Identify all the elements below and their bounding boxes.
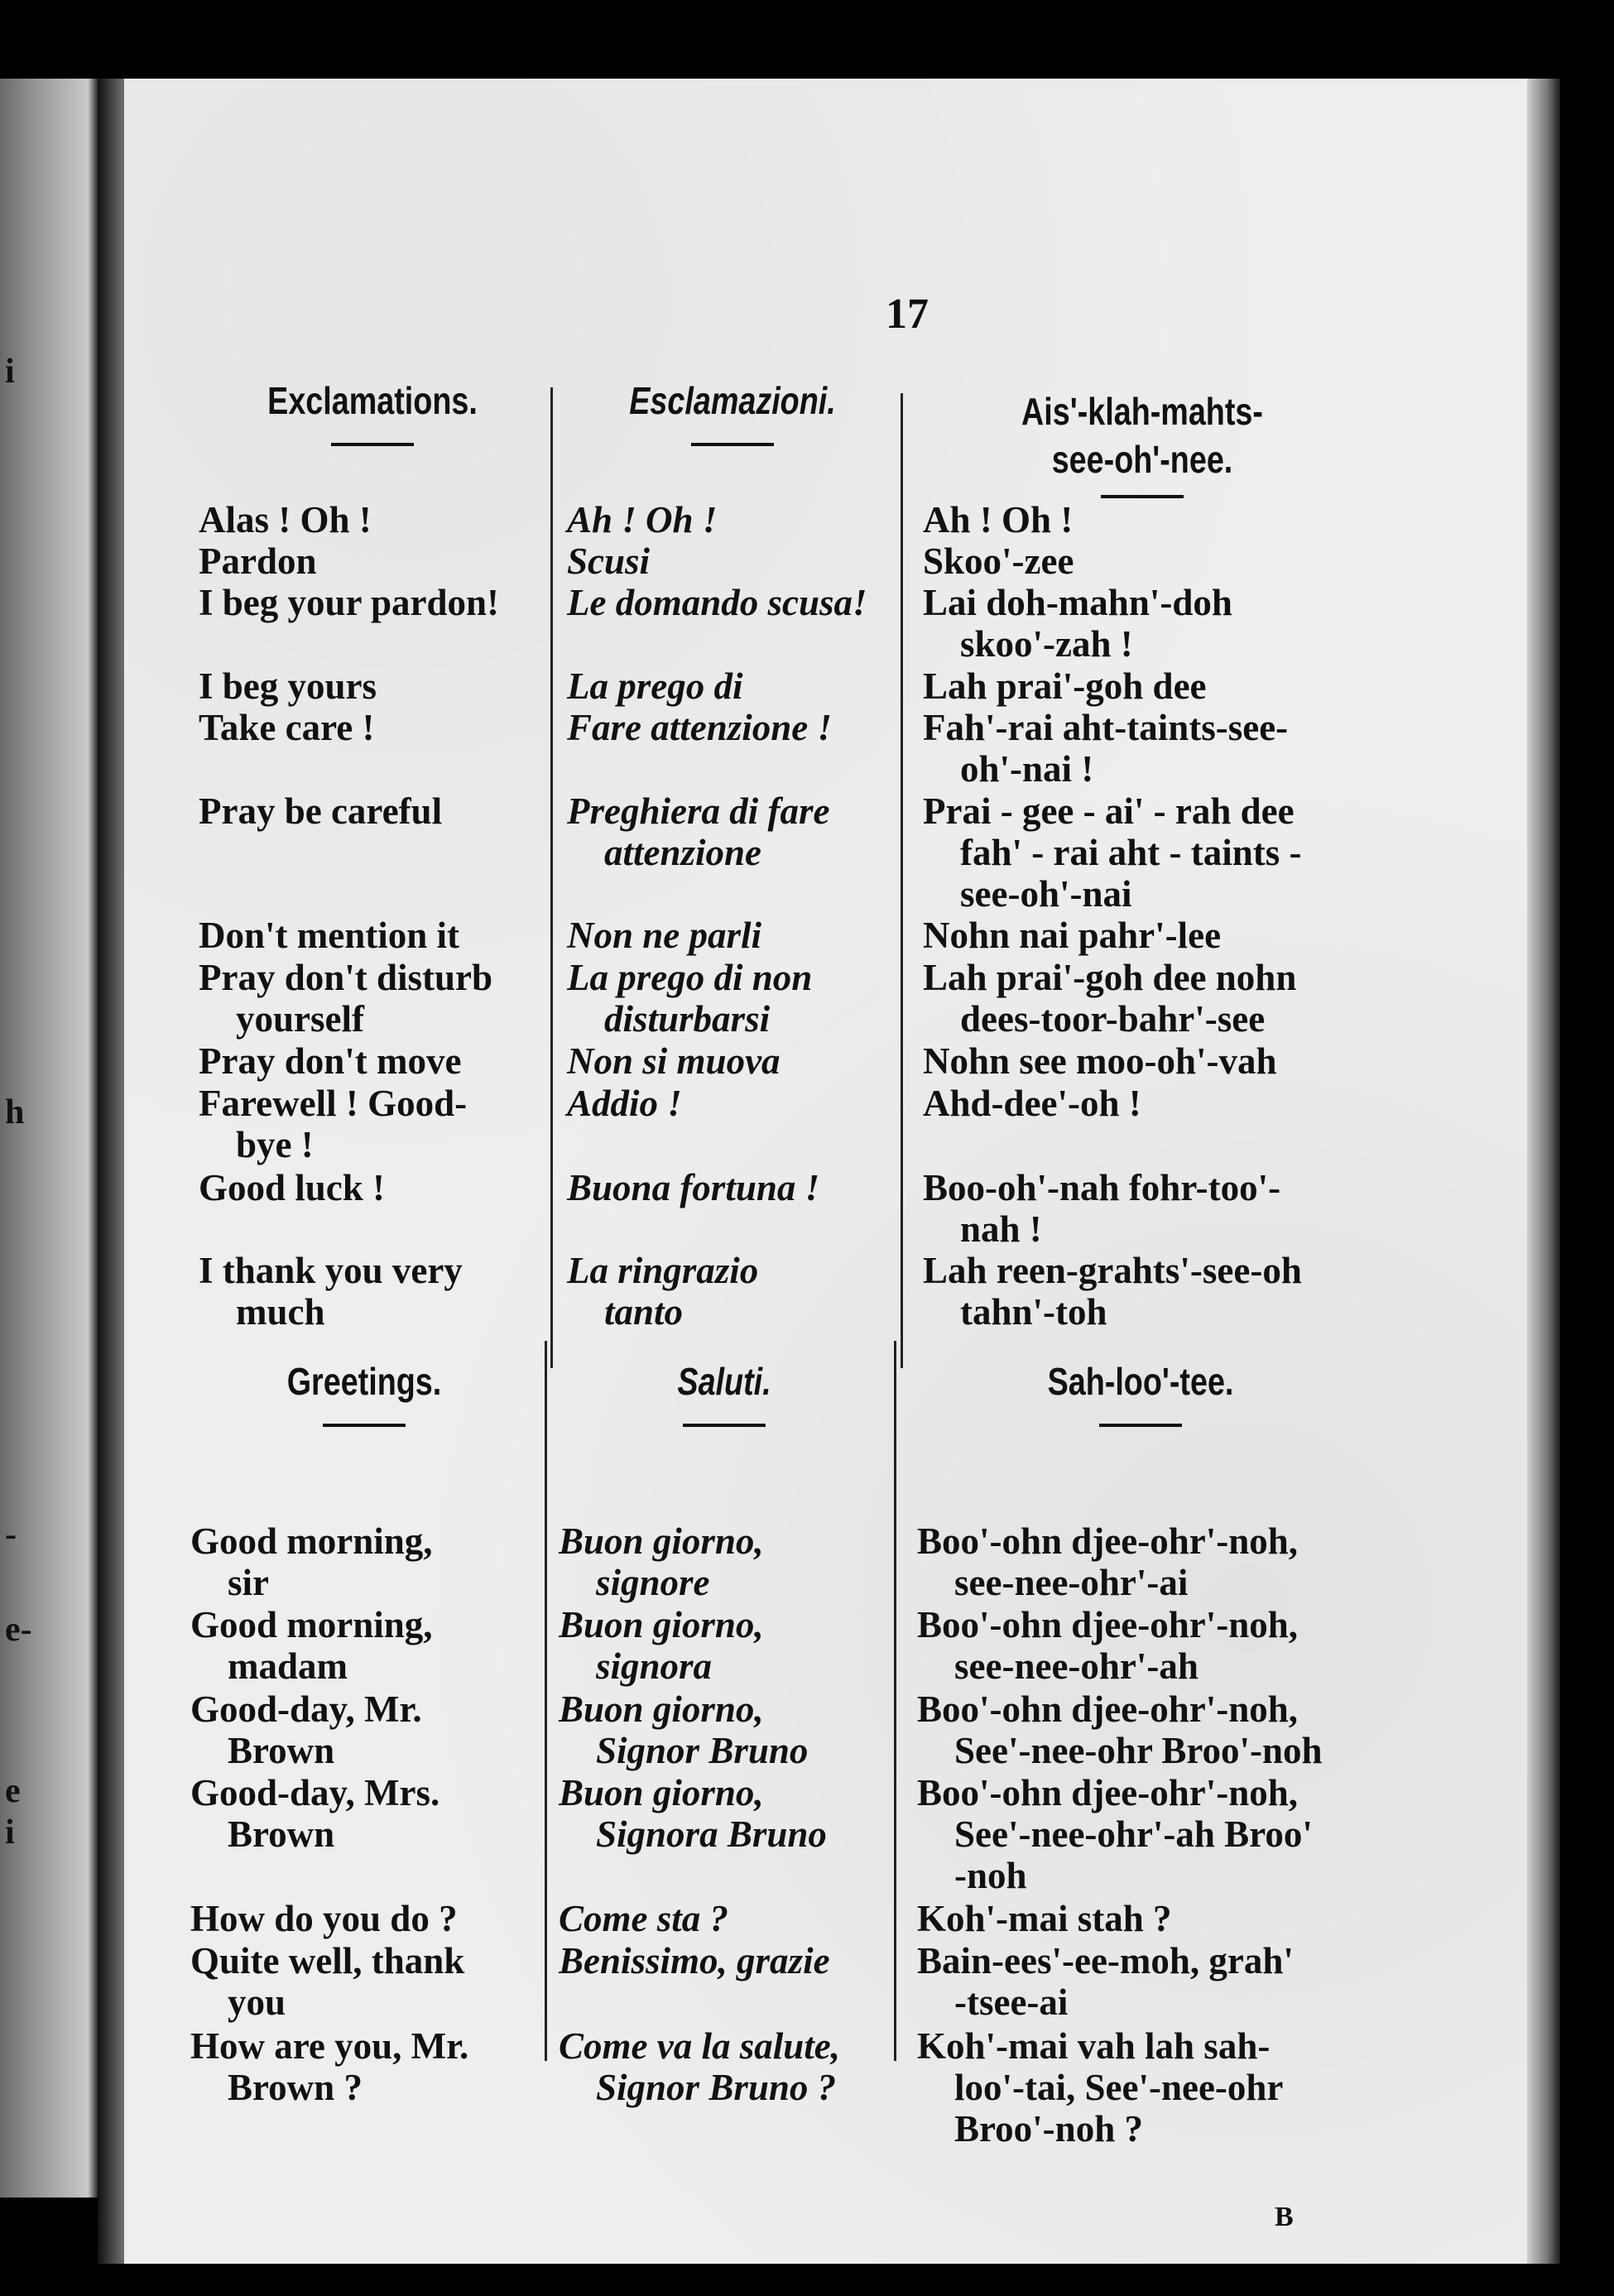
phrase-line: Benissimo, grazie bbox=[559, 1940, 830, 1981]
phrase-line: Pray be careful bbox=[199, 790, 443, 832]
phrase-line: See'-nee-ohr Broo'-noh bbox=[954, 1730, 1323, 1771]
phrase-line: Signor Bruno ? bbox=[596, 2067, 837, 2108]
phrase-entry bbox=[190, 1604, 433, 1687]
phrase-line: Le domando scusa! bbox=[567, 582, 867, 623]
phrase-line: Buon giorno, bbox=[559, 1688, 764, 1730]
phrase-entry bbox=[923, 499, 1073, 540]
phrase-entry bbox=[923, 957, 1296, 1040]
phrase-line: Signor Bruno bbox=[596, 1730, 809, 1771]
phrase-entry bbox=[190, 1940, 464, 2023]
english-heading: Exclamations. bbox=[267, 379, 478, 422]
heading-rule bbox=[331, 443, 414, 446]
phrase-line: Nohn nai pahr'-lee bbox=[923, 915, 1222, 956]
phrase-line: Ah ! Oh ! bbox=[567, 499, 718, 540]
column-divider bbox=[545, 1341, 547, 2061]
facing-page-fragment: i bbox=[5, 353, 15, 391]
phrase-line: Prai - gee - ai' - rah dee bbox=[923, 790, 1295, 832]
phrase-line: Buona fortuna ! bbox=[567, 1167, 820, 1208]
phrase-entry bbox=[190, 1520, 433, 1603]
phrase-line: tahn'-toh bbox=[960, 1291, 1107, 1333]
phrase-entry bbox=[199, 540, 317, 582]
phrase-line: Good-day, Mrs. bbox=[190, 1772, 440, 1813]
heading-rule bbox=[683, 1424, 766, 1427]
phrase-line: -noh bbox=[954, 1855, 1027, 1896]
phrase-line: signore bbox=[596, 1562, 710, 1603]
phrase-line: Signora Bruno bbox=[596, 1813, 827, 1855]
phrase-line: Fah'-rai aht-taints-see- bbox=[923, 707, 1289, 748]
phrase-entry bbox=[917, 1688, 1323, 1771]
phrase-entry bbox=[190, 2025, 468, 2108]
phrase-line: Non si muova bbox=[567, 1040, 781, 1082]
heading-rule bbox=[1099, 1424, 1182, 1427]
phrase-entry bbox=[917, 1940, 1294, 2023]
phrase-line: Farewell ! Good- bbox=[199, 1083, 468, 1124]
phrase-line: Boo'-ohn djee-ohr'-noh, bbox=[917, 1520, 1299, 1562]
phrase-entry bbox=[567, 915, 761, 956]
phrase-entry bbox=[559, 1898, 728, 1939]
phrase-entry bbox=[567, 707, 832, 748]
phrase-line: fah' - rai aht - taints - bbox=[960, 832, 1302, 873]
phrase-entry bbox=[567, 1167, 819, 1208]
phrase-line: Pardon bbox=[199, 540, 317, 582]
phrase-line: Nohn see moo-oh'-vah bbox=[923, 1040, 1277, 1082]
phrase-entry bbox=[917, 1898, 1172, 1939]
italian-heading: Saluti. bbox=[677, 1360, 771, 1403]
phrase-line: tanto bbox=[604, 1291, 684, 1333]
phrase-entry bbox=[917, 1772, 1313, 1896]
phrase-line: I beg yours bbox=[199, 665, 377, 707]
phrase-line: Koh'-mai vah lah sah- bbox=[917, 2025, 1271, 2067]
heading-rule bbox=[323, 1424, 406, 1427]
phrase-entry bbox=[923, 665, 1207, 707]
phrase-entry bbox=[567, 540, 650, 582]
phrase-entry bbox=[567, 957, 812, 1040]
phrase-line: Boo-oh'-nah fohr-too'- bbox=[923, 1167, 1281, 1208]
phrase-entry bbox=[923, 707, 1288, 790]
phrase-line: Buon giorno, bbox=[559, 1772, 764, 1813]
phrase-line: Non ne parli bbox=[567, 915, 762, 956]
phrase-line: dees-toor-bahr'-see bbox=[960, 998, 1266, 1040]
phrase-entry bbox=[923, 1083, 1141, 1124]
phrase-line: La prego di bbox=[567, 665, 743, 707]
phrase-entry bbox=[567, 1083, 682, 1124]
phrase-line: Preghiera di fare bbox=[567, 790, 830, 832]
phrase-line: sir bbox=[228, 1562, 269, 1603]
column-divider bbox=[901, 393, 903, 1368]
facing-page-fragment: - bbox=[5, 1515, 17, 1554]
phrase-entry bbox=[199, 1040, 461, 1082]
phrase-line: disturbarsi bbox=[604, 998, 771, 1040]
facing-page-fragment: e bbox=[5, 1772, 21, 1810]
phrase-line: you bbox=[228, 1981, 286, 2023]
phrase-line: See'-nee-ohr'-ah Broo' bbox=[954, 1813, 1313, 1855]
phrase-entry bbox=[559, 1940, 830, 1981]
phrase-entry bbox=[199, 1167, 385, 1208]
facing-page-fragment: h bbox=[5, 1093, 25, 1131]
phrase-line: -tsee-ai bbox=[954, 1981, 1069, 2023]
pronunciation-heading-line-2: see-oh'-nee. bbox=[1051, 438, 1233, 481]
phrase-line: nah ! bbox=[960, 1208, 1042, 1250]
phrase-entry bbox=[917, 1520, 1298, 1603]
phrase-line: Good morning, bbox=[190, 1520, 433, 1562]
pronunciation-heading-line-1: Ais'-klah-mahts- bbox=[1021, 390, 1263, 433]
phrase-line: Koh'-mai stah ? bbox=[917, 1898, 1172, 1939]
facing-page-fragment: i bbox=[5, 1813, 15, 1852]
phrase-line: Pray don't move bbox=[199, 1040, 462, 1082]
italian-heading: Esclamazioni. bbox=[629, 379, 836, 422]
phrase-line: Ah ! Oh ! bbox=[923, 499, 1074, 540]
phrase-line: loo'-tai, See'-nee-ohr bbox=[954, 2067, 1284, 2108]
phrase-entry bbox=[559, 1520, 764, 1603]
book-page bbox=[124, 79, 1527, 2264]
phrase-line: Brown bbox=[228, 1813, 335, 1855]
phrase-line: Buon giorno, bbox=[559, 1520, 764, 1562]
facing-page-fragment: e- bbox=[5, 1611, 32, 1649]
phrase-entry bbox=[923, 1250, 1302, 1333]
phrase-line: I thank you very bbox=[199, 1250, 463, 1291]
phrase-entry bbox=[199, 915, 459, 956]
phrase-line: Boo'-ohn djee-ohr'-noh, bbox=[917, 1772, 1299, 1813]
phrase-entry bbox=[567, 665, 742, 707]
phrase-entry bbox=[917, 1604, 1298, 1687]
phrase-entry bbox=[923, 540, 1074, 582]
phrase-line: bye ! bbox=[236, 1124, 314, 1165]
column-divider bbox=[550, 387, 553, 1368]
phrase-line: yourself bbox=[236, 998, 364, 1040]
phrase-entry bbox=[190, 1688, 422, 1771]
phrase-entry bbox=[923, 915, 1221, 956]
phrase-line: Alas ! Oh ! bbox=[199, 499, 372, 540]
heading-rule bbox=[691, 443, 774, 446]
phrase-line: Take care ! bbox=[199, 707, 375, 748]
phrase-entry bbox=[199, 665, 377, 707]
phrase-line: La prego di non bbox=[567, 957, 813, 998]
page-number: 17 bbox=[886, 291, 929, 338]
phrase-entry bbox=[923, 1167, 1280, 1250]
phrase-line: Come va la salute, bbox=[559, 2025, 840, 2067]
phrase-line: madam bbox=[228, 1645, 348, 1687]
phrase-line: Fare attenzione ! bbox=[567, 707, 833, 748]
facing-page-edge bbox=[0, 79, 98, 2198]
phrase-line: How are you, Mr. bbox=[190, 2025, 469, 2067]
phrase-line: Good morning, bbox=[190, 1604, 433, 1645]
phrase-line: see-oh'-nai bbox=[960, 873, 1132, 915]
heading-rule bbox=[1101, 495, 1184, 498]
phrase-line: see-nee-ohr'-ah bbox=[954, 1645, 1198, 1687]
phrase-entry bbox=[917, 2025, 1283, 2149]
phrase-line: skoo'-zah ! bbox=[960, 623, 1133, 665]
phrase-entry bbox=[923, 1040, 1277, 1082]
phrase-entry bbox=[559, 2025, 840, 2108]
phrase-entry bbox=[567, 790, 829, 873]
phrase-entry bbox=[199, 1083, 467, 1165]
phrase-line: Ahd-dee'-oh ! bbox=[923, 1083, 1141, 1124]
phrase-line: Bain-ees'-ee-moh, grah' bbox=[917, 1940, 1294, 1981]
phrase-line: Brown bbox=[228, 1730, 335, 1771]
phrase-line: Addio ! bbox=[567, 1083, 682, 1124]
phrase-line: Broo'-noh ? bbox=[954, 2108, 1143, 2149]
page-edge bbox=[1527, 79, 1560, 2264]
phrase-entry bbox=[199, 582, 499, 623]
phrase-line: La ringrazio bbox=[567, 1250, 759, 1291]
phrase-line: I beg your pardon! bbox=[199, 582, 499, 623]
phrase-line: Lah reen-grahts'-see-oh bbox=[923, 1250, 1302, 1291]
phrase-entry bbox=[199, 790, 442, 832]
phrase-entry bbox=[567, 1250, 758, 1333]
phrase-line: much bbox=[236, 1291, 325, 1333]
phrase-line: Lai doh-mahn'-doh bbox=[923, 582, 1232, 623]
phrase-line: How do you do ? bbox=[190, 1898, 458, 1939]
phrase-entry bbox=[199, 707, 374, 748]
phrase-entry bbox=[559, 1688, 808, 1771]
phrase-line: Scusi bbox=[567, 540, 651, 582]
phrase-line: Lah prai'-goh dee nohn bbox=[923, 957, 1297, 998]
phrase-line: see-nee-ohr'-ai bbox=[954, 1562, 1189, 1603]
phrase-entry bbox=[567, 499, 717, 540]
phrase-entry bbox=[199, 1250, 463, 1333]
phrase-line: Buon giorno, bbox=[559, 1604, 764, 1645]
phrase-line: Boo'-ohn djee-ohr'-noh, bbox=[917, 1688, 1299, 1730]
english-heading: Greetings. bbox=[286, 1360, 442, 1403]
phrase-line: Lah prai'-goh dee bbox=[923, 665, 1207, 707]
phrase-entry bbox=[190, 1772, 440, 1855]
phrase-entry bbox=[199, 499, 372, 540]
phrase-line: attenzione bbox=[604, 832, 762, 873]
signature-mark: B bbox=[1275, 2202, 1294, 2232]
column-divider bbox=[894, 1341, 896, 2061]
phrase-entry bbox=[923, 582, 1232, 665]
phrase-line: Pray don't disturb bbox=[199, 957, 493, 998]
phrase-entry bbox=[559, 1772, 827, 1855]
phrase-entry bbox=[199, 957, 492, 1040]
phrase-line: Good-day, Mr. bbox=[190, 1688, 422, 1730]
phrase-entry bbox=[567, 1040, 781, 1082]
pronunciation-heading: Sah-loo'-tee. bbox=[1047, 1360, 1234, 1403]
phrase-entry bbox=[559, 1604, 764, 1687]
phrase-line: Quite well, thank bbox=[190, 1940, 465, 1981]
phrase-line: Come sta ? bbox=[559, 1898, 729, 1939]
phrase-entry bbox=[923, 790, 1301, 915]
phrase-entry bbox=[567, 582, 867, 623]
phrase-line: Don't mention it bbox=[199, 915, 459, 956]
phrase-entry bbox=[190, 1898, 458, 1939]
phrase-line: Boo'-ohn djee-ohr'-noh, bbox=[917, 1604, 1299, 1645]
phrase-line: Good luck ! bbox=[199, 1167, 386, 1208]
phrase-line: Brown ? bbox=[228, 2067, 363, 2108]
phrase-line: signora bbox=[596, 1645, 713, 1687]
phrase-line: oh'-nai ! bbox=[960, 748, 1094, 790]
phrase-line: Skoo'-zee bbox=[923, 540, 1074, 582]
